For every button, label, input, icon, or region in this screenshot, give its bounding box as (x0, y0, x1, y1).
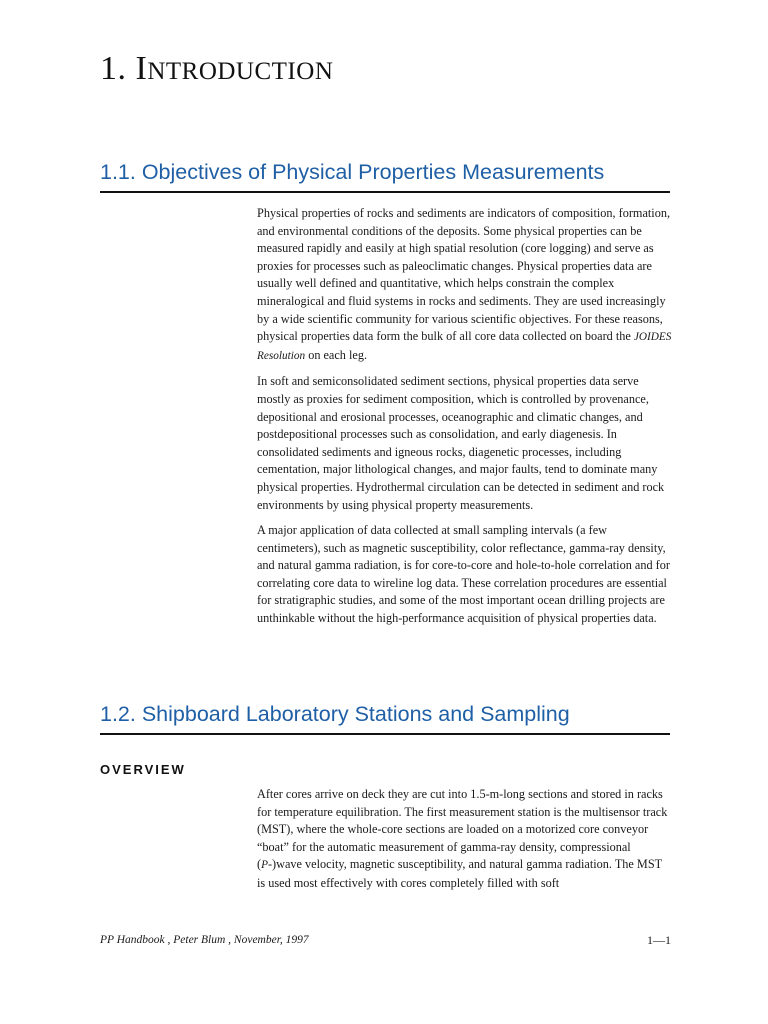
section-1-paragraph-1 (257, 205, 673, 365)
chapter-title-initial: I (135, 50, 148, 87)
section-2-title: 1.2. Shipboard Laboratory Stations and Sampling (100, 703, 670, 735)
paragraph-text: on each leg. (305, 347, 368, 362)
overview-paragraph (257, 786, 673, 893)
page-number: 1—1 (647, 933, 671, 947)
section-1-heading (100, 161, 670, 193)
paragraph-text: -)wave velocity, magnetic susceptibility, and natural gamma radiation. The MST is used most effectively with cores completely filled with soft (257, 857, 662, 890)
section-1-paragraph-3: A major application of data collected at small sampling intervals (a few centimeters), such as magnetic susceptibility, color reflectance, gamma-ray density, and natural gamma radiation, is for core-to-core and hole-to-hole correlation and for correlating core data to wireline log data. These correlation procedures are essential for stratigraphic studies, and some of the most important ocean drilling projects are unthinkable without the high-performance acquisition of physical properties data. (257, 523, 670, 626)
chapter-number: 1. (100, 50, 127, 87)
footer-citation: PP Handbook , Peter Blum , November, 1997 (100, 934, 309, 946)
section-1-body (257, 205, 673, 636)
ship-name: JOIDES Resolution (257, 331, 672, 362)
paragraph-text: After cores arrive on deck they are cut into 1.5-m-long sections and stored in racks for temperature equilibration. The first measurement station is the multisensor track (MST), where the whole-core sections are loaded on a motorized core conveyor “boat” for the automatic measurement of gamma-ray density, compressional ( (257, 787, 668, 872)
paragraph-text: Physical properties of rocks and sediments are indicators of composition, formation, and environmental conditions of the deposits. Some physical properties can be measured rapidly and easily at high spatial resolution (core logging) and serve as proxies for processes such as paleoclimatic changes. Physical properties data are usually well defined and quantitative, which helps constrain the complex mineralogical and fluid systems in rocks and sediments. They are used increasingly by a wide scientific community for various scientific objectives. For these reasons, physical properties data form the bulk of all core data collected on board the (257, 206, 671, 344)
section-1-paragraph-2: In soft and semiconsolidated sediment sections, physical properties data serve mostly as proxies for sediment composition, which is controlled by provenance, depositional and erosional processes, oceanographic and climatic changes, and postdepositional processes such as consolidation, and early diagenesis. In consolidated sediments and igneous rocks, diagenetic processes, including cementation, major lithological changes, and major faults, tend to dominate many physical properties. Hydrothermal circulation can be detected in sediment and rock environments by using physical property measurements. (257, 374, 665, 512)
overview-subheading: OVERVIEW (100, 762, 186, 777)
section-1-title: 1.1. Objectives of Physical Properties Measurements (100, 161, 670, 193)
section-2-heading (100, 703, 670, 735)
chapter-title (100, 50, 333, 88)
p-wave-symbol: P (261, 859, 268, 872)
chapter-title-rest: NTRODUCTION (147, 58, 334, 85)
section-2-body (257, 786, 673, 901)
